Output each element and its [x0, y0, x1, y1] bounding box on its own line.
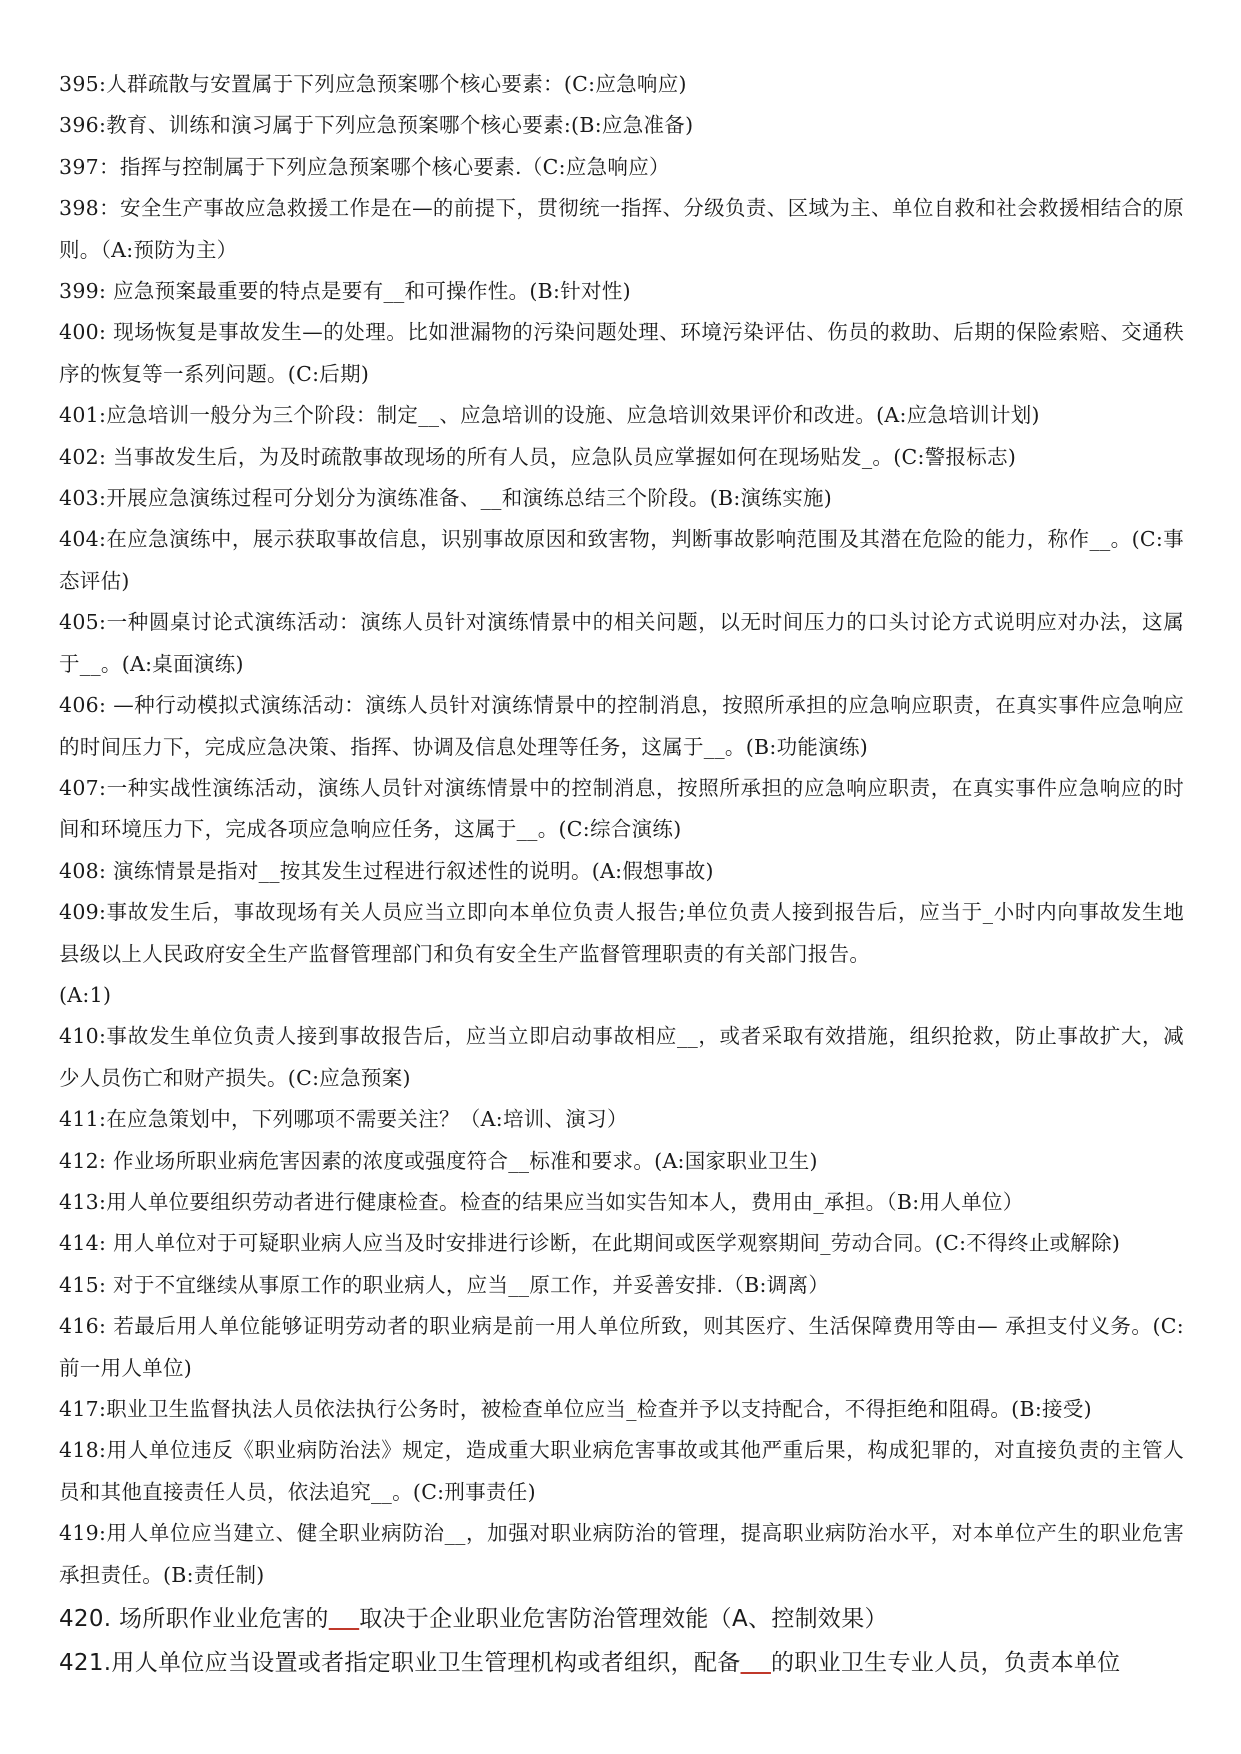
- question-421-after: 的职业卫生专业人员，负责本单位: [770, 1650, 1121, 1677]
- question-397: 397：指挥与控制属于下列应急预案哪个核心要素.（C:应急响应）: [59, 154, 670, 179]
- question-411: 411:在应急策划中，下列哪项不需要关注？（A:培训、演习）: [59, 1107, 628, 1132]
- question-421: [59, 1642, 1184, 1684]
- question-415: 415: 对于不宜继续从事原工作的职业病人，应当__原工作，并妥善安排.（B:调离）: [59, 1272, 830, 1297]
- question-421-before: 421.用人单位应当设置或者指定职业卫生管理机构或者组织，配备: [59, 1650, 741, 1677]
- question-416: 416: 若最后用人单位能够证明劳动者的职业病是前一用人单位所致，则其医疗、生活保障费用等由— 承担支付义务。(C:前一用人单位): [59, 1314, 1184, 1380]
- document-page: [59, 64, 1184, 1684]
- question-399: 399: 应急预案最重要的特点是要有__和可操作性。(B:针对性): [59, 279, 631, 304]
- question-400: 400: 现场恢复是事故发生—的处理。比如泄漏物的污染问题处理、环境污染评估、伤员的救助、后期的保险索赔、交通秩序的恢复等一系列问题。(C:后期): [59, 320, 1184, 386]
- question-404: 404:在应急演练中，展示获取事故信息，识别事故原因和致害物，判断事故影响范围及其潜在危险的能力，称作__。(C:事态评估): [59, 527, 1184, 593]
- question-402: 402: 当事故发生后，为及时疏散事故现场的所有人员，应急队员应掌握如何在现场贴发_。(C:警报标志): [59, 444, 1017, 469]
- question-410: 410:事故发生单位负责人接到事故报告后，应当立即启动事故相应__，或者采取有效措施，组织抢救，防止事故扩大，减少人员伤亡和财产损失。(C:应急预案): [59, 1024, 1184, 1090]
- question-403: 403:开展应急演练过程可分划分为演练准备、__和演练总结三个阶段。(B:演练实施): [59, 486, 833, 511]
- question-395: 395:人群疏散与安置属于下列应急预案哪个核心要素：(C:应急响应): [59, 72, 687, 96]
- question-409a: (A:1): [59, 982, 112, 1007]
- question-418: 418:用人单位违反《职业病防治法》规定，造成重大职业病危害事故或其他严重后果，构成犯罪的，对直接负责的主管人员和其他直接责任人员，依法追究__。(C:刑事责任): [59, 1438, 1184, 1504]
- question-396: 396:教育、训练和演习属于下列应急预案哪个核心要素:(B:应急准备): [59, 113, 694, 138]
- question-420: [59, 1598, 1184, 1640]
- question-409: 409:事故发生后，事故现场有关人员应当立即向本单位负责人报告;单位负责人接到报告后，应当于_小时内向事故发生地县级以上人民政府安全生产监督管理部门和负有安全生产监督管理职责的有关部门报告。: [59, 900, 1184, 966]
- question-417: 417:职业卫生监督执法人员依法执行公务时，被检查单位应当_检查并予以支持配合，不得拒绝和阻碍。(B:接受): [59, 1397, 1092, 1421]
- question-420-before: 420. 场所职作业业危害的: [59, 1606, 329, 1633]
- question-407: 407:一种实战性演练活动，演练人员针对演练情景中的控制消息，按照所承担的应急响应职责，在真实事件应急响应的时间和环境压力下，完成各项应急响应任务，这属于__。(C:综合演练): [59, 775, 1184, 842]
- question-list: [59, 64, 1184, 1596]
- question-405: 405:一种圆桌讨论式演练活动：演练人员针对演练情景中的相关问题，以无时间压力的口头讨论方式说明应对办法，这属于__。(A:桌面演练): [59, 610, 1184, 676]
- question-408: 408: 演练情景是指对__按其发生过程进行叙述性的说明。(A:假想事故): [59, 858, 714, 883]
- question-413: 413:用人单位要组织劳动者进行健康检查。检查的结果应当如实告知本人，费用由_承担。（B:用人单位）: [59, 1189, 1024, 1214]
- question-420-blank: [329, 1606, 359, 1632]
- question-421-blank: [741, 1650, 771, 1676]
- question-412: 412: 作业场所职业病危害因素的浓度或强度符合__标准和要求。(A:国家职业卫生): [59, 1148, 818, 1173]
- question-419: 419:用人单位应当建立、健全职业病防治__，加强对职业病防治的管理，提高职业病防治水平，对本单位产生的职业危害承担责任。(B:责任制): [59, 1521, 1184, 1587]
- question-398: 398：安全生产事故应急救援工作是在—的前提下，贯彻统一指挥、分级负责、区域为主、单位自救和社会救援相结合的原则。（A:预防为主）: [59, 196, 1184, 262]
- question-401: 401:应急培训一般分为三个阶段：制定__、应急培训的设施、应急培训效果评价和改进。(A:应急培训计划): [59, 403, 1040, 428]
- question-406: 406: —种行动模拟式演练活动：演练人员针对演练情景中的控制消息，按照所承担的应急响应职责，在真实事件应急响应的时间压力下，完成应急决策、指挥、协调及信息处理等任务，这属于__。(B:功能演练): [59, 693, 1184, 759]
- question-414: 414: 用人单位对于可疑职业病人应当及时安排进行诊断，在此期间或医学观察期间_劳动合同。(C:不得终止或解除): [59, 1231, 1121, 1256]
- question-420-after: 取决于企业职业危害防治管理效能（A、控制效果）: [359, 1606, 888, 1633]
